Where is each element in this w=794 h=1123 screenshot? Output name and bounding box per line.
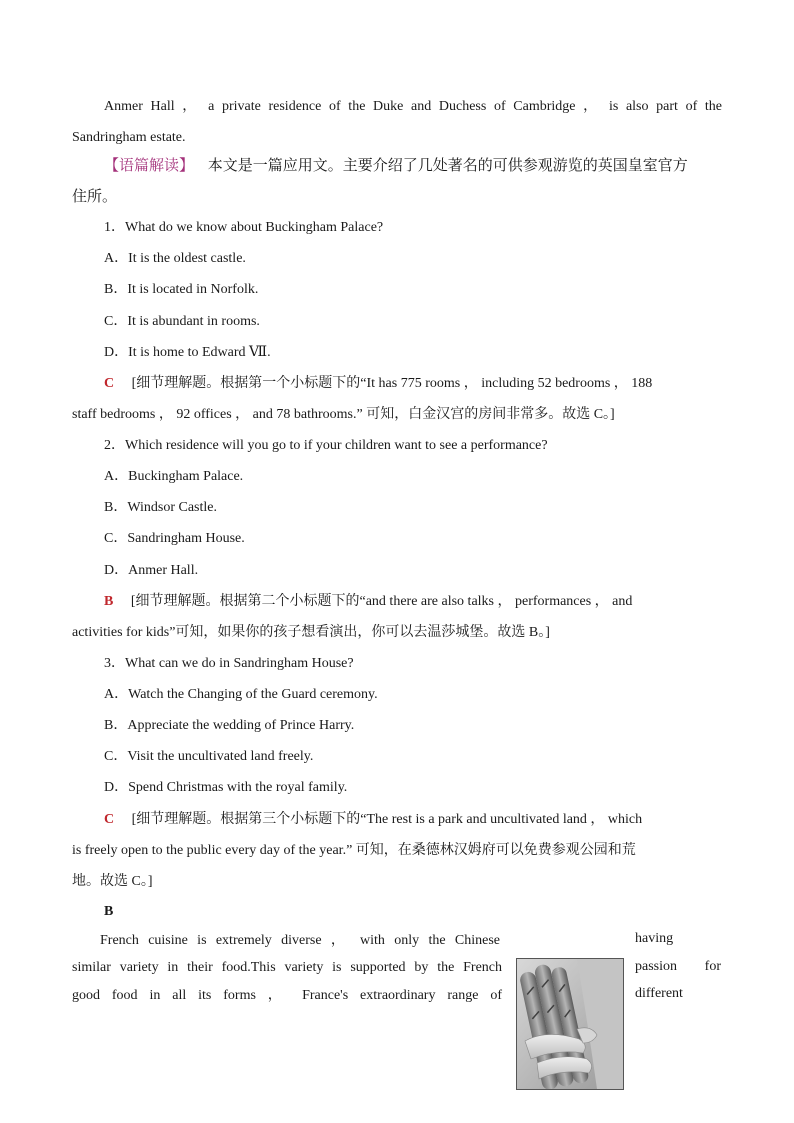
option-b: B．Windsor Castle. [104, 500, 217, 515]
answer-letter: B [104, 594, 114, 609]
passage-word: for [704, 959, 721, 974]
question-stem: 2．Which residence will you go to if your children want to see a performance? [104, 438, 548, 453]
passage-line: Sandringham estate. [72, 130, 186, 145]
analysis-line: 住所。 [72, 189, 118, 205]
explanation-text: [细节理解题。根据第一个小标题下的“It has 775 rooms ， including 52 bedrooms ， 188 [131, 376, 653, 391]
answer-explanation [104, 810, 754, 830]
section-heading: B [104, 904, 114, 919]
explanation-text: staff bedrooms ， 92 offices ， and 78 bathrooms.” 可知，白金汉宫的房间非常多。故选 C。] [72, 407, 615, 422]
analysis-text: 本文是一篇应用文。主要介绍了几处著名的可供参观游览的英国皇室官方 [207, 158, 688, 174]
option-d: D．It is home to Edward Ⅶ. [104, 345, 271, 360]
passage-line: having [635, 931, 674, 946]
option-d: D．Spend Christmas with the royal family. [104, 780, 348, 795]
explanation-text: is freely open to the public every day of the year.” 可知，在桑德林汉姆府可以免费参观公园和荒 [72, 843, 636, 858]
question-stem: 1．What do we know about Buckingham Palace? [104, 220, 384, 235]
option-c: C．It is abundant in rooms. [104, 314, 260, 329]
passage-line: Anmer Hall ， a private residence of the Duke and Duchess of Cambridge ， is also part of the [104, 99, 722, 114]
explanation-text: 地。故选 C。] [72, 874, 153, 889]
answer-letter: C [104, 376, 115, 391]
option-d: D．Anmer Hall. [104, 563, 199, 578]
explanation-text: activities for kids”可知，如果你的孩子想看演出，你可以去温莎城堡。故选 B。] [72, 625, 550, 640]
passage-line: good food in all its forms ， France's extraordinary range of [72, 988, 502, 1003]
question-stem: 3．What can we do in Sandringham House? [104, 656, 354, 671]
passage-line: French cuisine is extremely diverse ， with only the Chinese [100, 933, 500, 948]
option-b: B．It is located in Norfolk. [104, 282, 259, 297]
answer-explanation [104, 374, 754, 394]
answer-letter: C [104, 812, 115, 827]
baguette-illustration [517, 959, 623, 1089]
option-b: B．Appreciate the wedding of Prince Harry. [104, 718, 355, 733]
option-a: A．Buckingham Palace. [104, 469, 244, 484]
passage-line: different [635, 986, 683, 1001]
passage-word: passion [635, 959, 677, 974]
explanation-text: [细节理解题。根据第三个小标题下的“The rest is a park and uncultivated land ， which [131, 812, 643, 827]
baguette-photo [516, 958, 624, 1090]
option-a: A．It is the oldest castle. [104, 251, 246, 266]
explanation-text: [细节理解题。根据第二个小标题下的“and there are also talks ， performances ， and [130, 594, 633, 609]
analysis-line [104, 156, 754, 176]
passage-line: similar variety in their food.This variety is supported by the French [72, 960, 502, 975]
option-a: A．Watch the Changing of the Guard ceremony. [104, 687, 378, 702]
passage-line [635, 957, 721, 977]
answer-explanation [104, 592, 754, 612]
option-c: C．Visit the uncultivated land freely. [104, 749, 314, 764]
option-c: C．Sandringham House. [104, 531, 245, 546]
analysis-tag: 【语篇解读】 [104, 158, 195, 174]
